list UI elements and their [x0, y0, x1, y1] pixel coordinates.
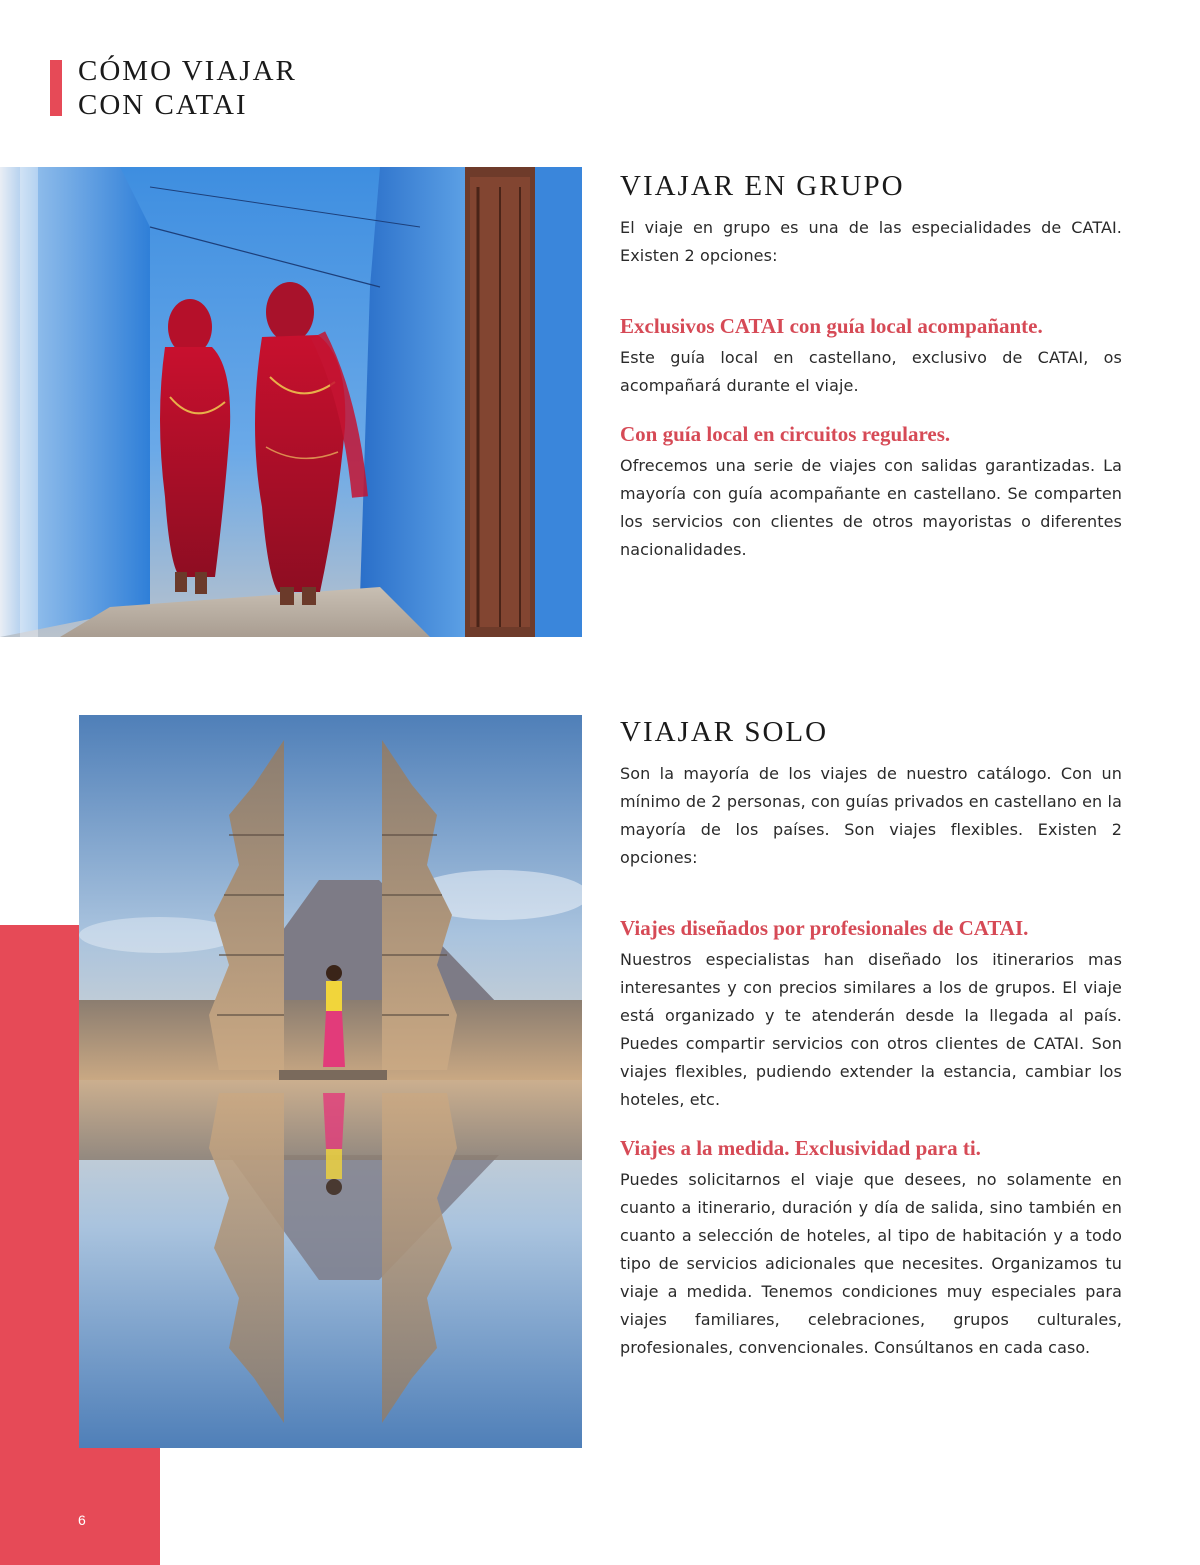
title-accent-bar [50, 60, 62, 116]
group-option-2-title: Con guía local en circuitos regulares. [620, 422, 951, 446]
group-option-1-title: Exclusivos CATAI con guía local acompañante. [620, 314, 1043, 338]
page-title [78, 54, 297, 122]
page-title-line-1: CÓMO VIAJAR [78, 55, 297, 87]
group-option-2-text: Ofrecemos una serie de viajes con salidas garantizadas. La mayoría con guía acompañante en castellano. Se comparten los servicios con clientes de otros mayoristas o diferentes nacionalidades. [620, 456, 1122, 559]
group-travel-heading: VIAJAR EN GRUPO [620, 170, 905, 202]
solo-travel-section [620, 716, 1122, 1362]
group-travel-intro: El viaje en grupo es una de las especialidades de CATAI. Existen 2 opciones: [620, 218, 1122, 265]
solo-travel-heading: VIAJAR SOLO [620, 716, 829, 748]
group-option-1-text: Este guía local en castellano, exclusivo de CATAI, os acompañará durante el viaje. [620, 348, 1122, 395]
solo-option-2-text: Puedes solicitarnos el viaje que desees, no solamente en cuanto a itinerario, duración y día de salida, sino también en cuanto a selección de hoteles, al tipo de habitación y a todo tipo de servicios adicionales que necesites. Organizamos tu viaje a medida. Tenemos condiciones muy especiales para viajes familiares, celebraciones, grupos culturales, profesionales, convencionales. Consúltanos en cada caso. [620, 1170, 1122, 1357]
blue-alley-photo [0, 167, 582, 637]
page-title-line-2: CON CATAI [78, 89, 248, 121]
solo-option-1-text: Nuestros especialistas han diseñado los itinerarios mas interesantes y con precios similares a los de grupos. El viaje está organizado y te atenderán desde la llegada al país. Puedes compartir servicios con otros clientes de CATAI. Son viajes flexibles, pudiendo extender la estancia, cambiar los hoteles, etc. [620, 950, 1122, 1109]
bali-gate-photo [79, 715, 582, 1448]
group-travel-section [620, 170, 1122, 564]
solo-travel-intro: Son la mayoría de los viajes de nuestro catálogo. Con un mínimo de 2 personas, con guías privados en castellano en la mayoría de los países. Son viajes flexibles. Existen 2 opciones: [620, 764, 1122, 867]
solo-option-2-title: Viajes a la medida. Exclusividad para ti. [620, 1136, 981, 1160]
solo-option-1-title: Viajes diseñados por profesionales de CATAI. [620, 916, 1029, 940]
page-number: 6 [78, 1512, 86, 1528]
